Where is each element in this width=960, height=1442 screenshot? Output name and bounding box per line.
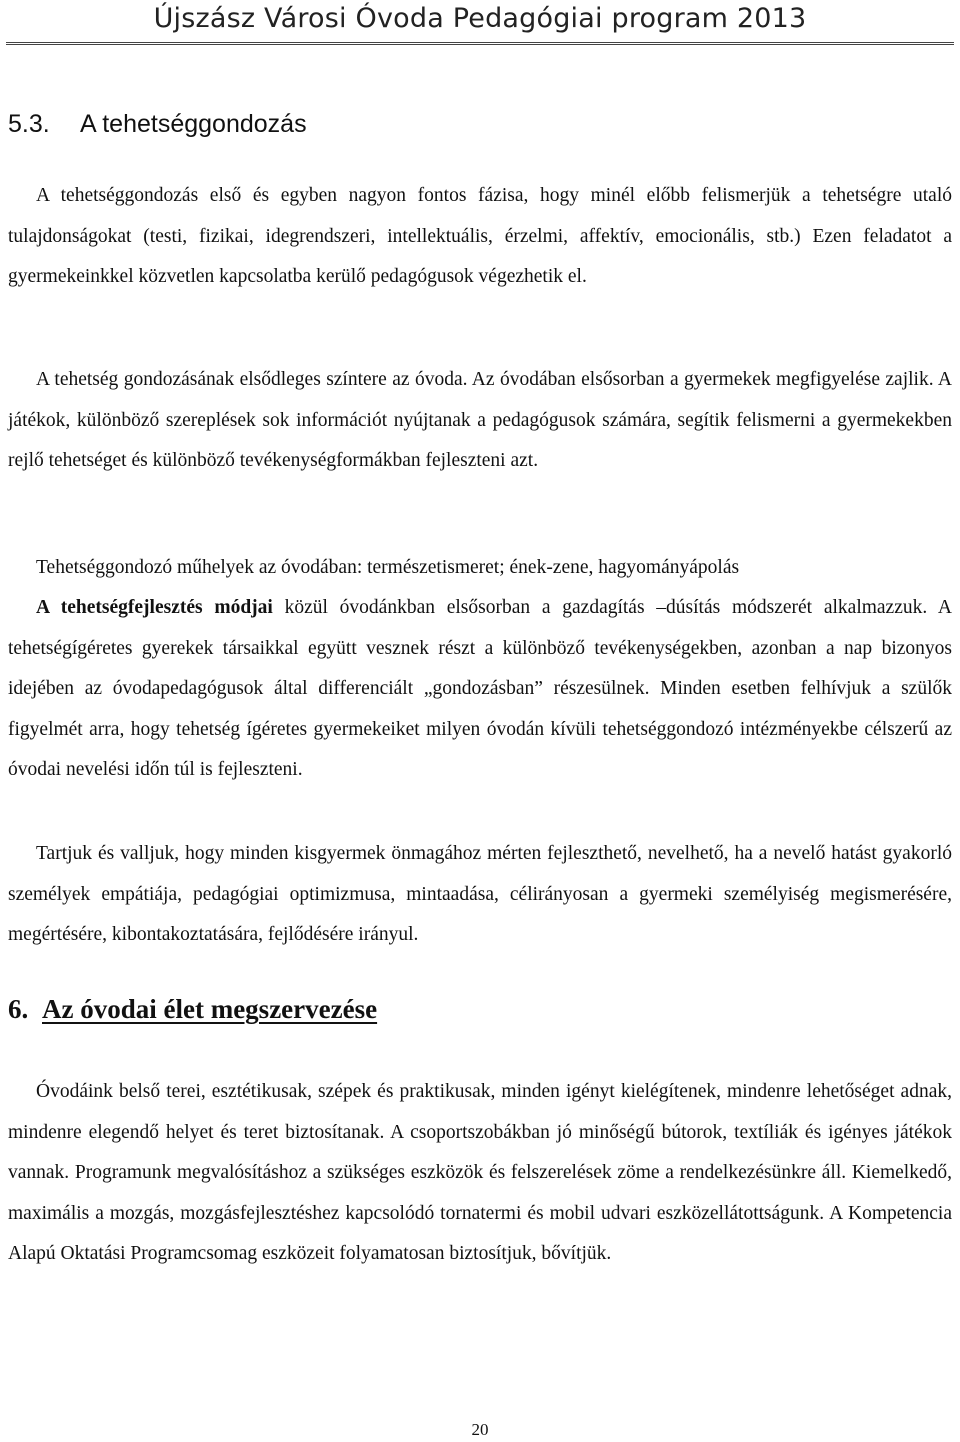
paragraph-text: közül óvodánkban elsősorban a gazdagítás –dúsítás módszerét alkalmazzuk. A tehetségígéretes gyerekek társaikkal együtt vesznek részt a különböző tevékenységekben, azonban a nap bizonyos idejében az óvodapedagógusok által differenciált „gondozásban” részesülnek. Minden esetben felhívjuk a szülők figyelmét arra, hogy tehetség ígéretes gyermekeiket milyen óvodán kívüli tehetséggondozó intézményekbe célszerű az óvodai nevelési időn túl is fejleszteni. [8, 597, 952, 780]
section-heading-6 [8, 994, 377, 1025]
paragraph-talent-phase [8, 176, 952, 298]
section-heading-5-3 [8, 110, 307, 139]
paragraph-text: Óvodáink belső terei, esztétikusak, szépek és praktikusak, minden igényt kielégítenek, mindenre lehetőséget adnak, mindenre elegendő helyet és teret biztosítanak. A csoportszobákban jó minőségű bútorok, textíliák és igényes játékok vannak. Programunk megvalósításhoz a szükséges eszközök és felszerelések zöme a rendelkezésünkre áll. Kiemelkedő, maximális a mozgás, mozgásfejlesztéshez kapcsolódó tornatermi és mobil udvari eszközellátottságunk. A Kompetencia Alapú Oktatási Programcsomag eszközeit folyamatosan biztosítjuk, bővítjük. [8, 1081, 952, 1264]
paragraph-kindergarten-spaces [8, 1072, 952, 1275]
header-divider [6, 42, 954, 45]
section-number: 5.3. [8, 110, 50, 138]
paragraph-talent-venue [8, 360, 952, 482]
section-title: Az óvodai élet megszervezése [42, 994, 378, 1024]
page-number: 20 [471, 1420, 489, 1439]
running-header: Újszász Városi Óvoda Pedagógiai program 2013 [153, 3, 807, 34]
paragraph-belief [8, 834, 952, 956]
bold-phrase: A tehetségfejlesztés módjai [36, 597, 273, 618]
paragraph-workshops-line [8, 548, 952, 589]
paragraph-talent-methods [8, 588, 952, 791]
section-number: 6. [8, 994, 29, 1024]
paragraph-text: A tehetséggondozás első és egyben nagyon fontos fázisa, hogy minél előbb felismerjük a tehetségre utaló tulajdonságokat (testi, fizikai, idegrendszeri, intellektuális, érzelmi, affektív, emocionális, stb.) Ezen feladatot a gyermekeinkkel közvetlen kapcsolatba kerülő pedagógusok végezhetik el. [8, 185, 952, 287]
paragraph-text: A tehetség gondozásának elsődleges színtere az óvoda. Az óvodában elsősorban a gyermekek megfigyelése zajlik. A játékok, különböző szereplések sok információt nyújtanak a pedagógusok számára, segítik felismerni a gyermekekben rejlő tehetséget és különböző tevékenységformákban fejleszteni azt. [8, 369, 952, 471]
section-title: A tehetséggondozás [80, 110, 307, 138]
paragraph-text: Tartjuk és valljuk, hogy minden kisgyermek önmagához mérten fejleszthető, nevelhető, ha a nevelő hatást gyakorló személyek empátiája, pedagógiai optimizmusa, mintaadása, célirányosan a gyermeki személyiség megismerésére, megértésére, kibontakoztatására, fejlődésére irányul. [8, 843, 952, 945]
paragraph-text: Tehetséggondozó műhelyek az óvodában: természetismeret; ének-zene, hagyományápolás [36, 557, 740, 578]
